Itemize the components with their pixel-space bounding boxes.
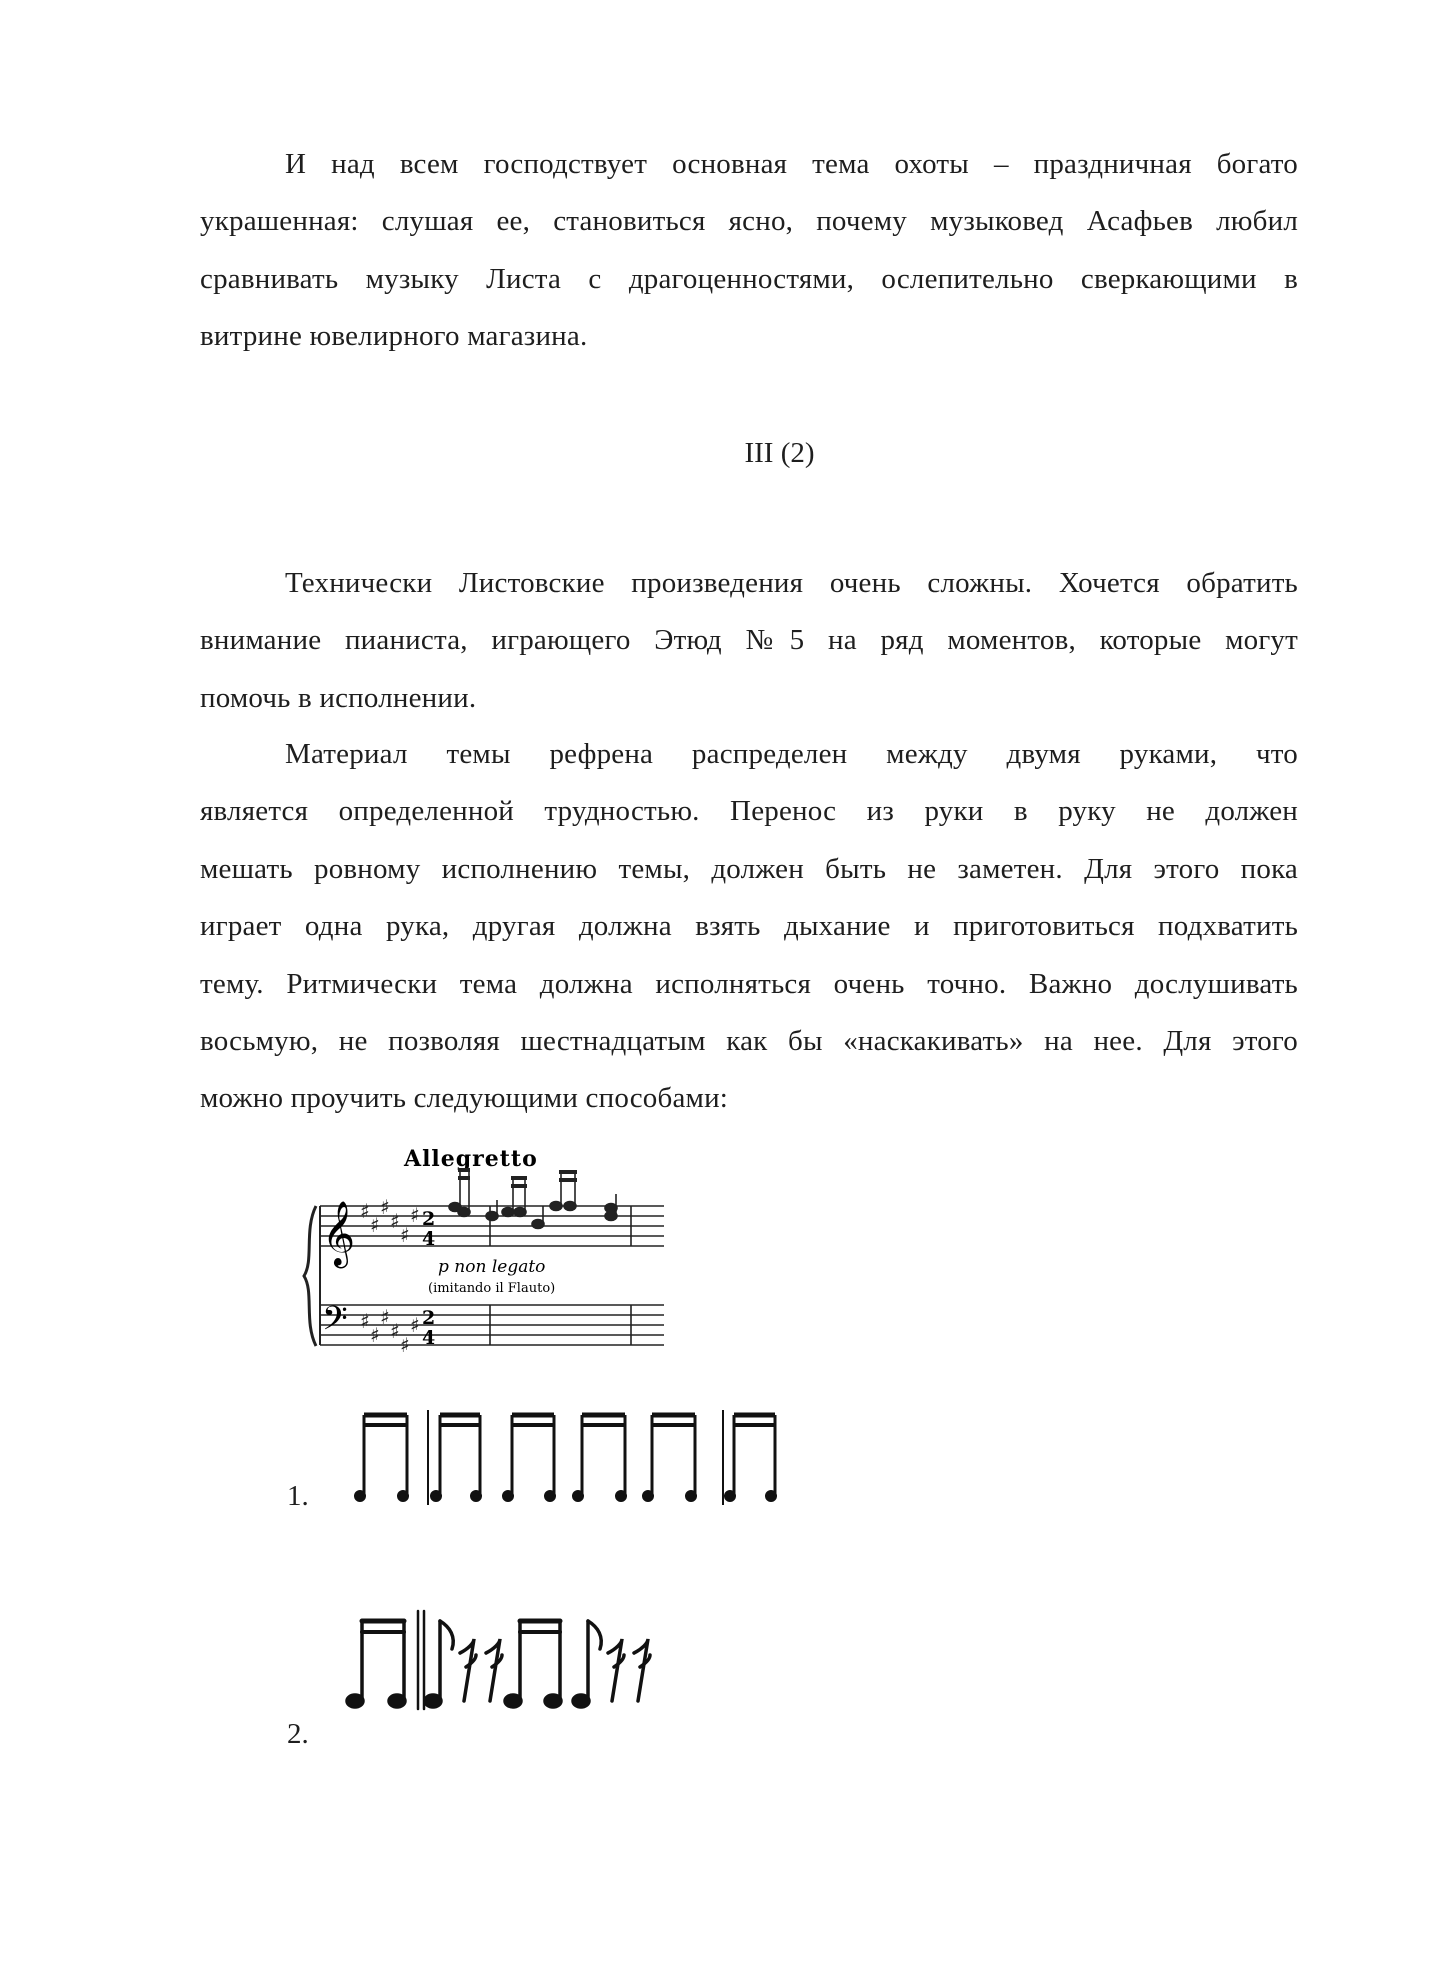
svg-text:2: 2 (422, 1208, 436, 1230)
paragraph-2-line: помочь в исполнении. (200, 681, 477, 714)
note-pair (726, 1415, 776, 1501)
note-pair (432, 1415, 481, 1501)
paragraph-1-line: сравнивать музыку Листа с драгоценностями, ослепительно сверкающими в (200, 262, 1298, 295)
time-signature-bass (422, 1307, 435, 1349)
svg-text:♯: ♯ (360, 1199, 370, 1223)
paragraph-3-line: восьмую, не позволяя шестнадцатым как бы «наскакивать» на нее. Для этого (200, 1025, 1298, 1058)
svg-text:♯: ♯ (380, 1305, 390, 1329)
note-pair (574, 1415, 626, 1501)
paragraph-1-line: И над всем господствует основная тема охоты – праздничная богато (285, 148, 1298, 180)
note-pair (505, 1621, 561, 1707)
score-notes (449, 1170, 617, 1229)
svg-text:♯: ♯ (400, 1223, 410, 1247)
paragraph-1-line: украшенная: слушая ее, становиться ясно, почему музыковед Асафьев любил (200, 205, 1298, 238)
eighth-note (425, 1621, 453, 1707)
svg-text:♯: ♯ (390, 1319, 400, 1343)
dynamic-marking: p non legato (438, 1257, 546, 1277)
note-pair (504, 1415, 555, 1501)
score-excerpt (298, 1140, 678, 1370)
rhythm-example-1-label: 1. (287, 1480, 309, 1512)
rhythm-example-2 (340, 1605, 700, 1715)
performance-instruction: (imitando il Flauto) (428, 1281, 556, 1296)
rhythm-example-2-label: 2. (287, 1718, 309, 1750)
svg-text:♯: ♯ (390, 1209, 400, 1233)
note-pair (356, 1415, 408, 1501)
svg-text:4: 4 (422, 1327, 436, 1349)
sixteenth-rest (486, 1639, 502, 1701)
paragraph-1-line: витрине ювелирного магазина. (200, 320, 588, 353)
svg-text:♯: ♯ (410, 1203, 420, 1227)
sixteenth-rest (608, 1639, 624, 1701)
sixteenth-rest (460, 1639, 476, 1701)
svg-text:4: 4 (422, 1228, 436, 1250)
paragraph-2 (200, 555, 1298, 727)
rhythm-example-1 (350, 1405, 790, 1515)
treble-clef-icon: 𝄞 (322, 1201, 356, 1266)
paragraph-1 (200, 136, 1298, 366)
note-pair (644, 1415, 696, 1501)
paragraph-3-line: Материал темы рефрена распределен между двумя руками, что (285, 738, 1298, 770)
bass-clef-icon: 𝄢 (322, 1300, 348, 1346)
svg-text:♯: ♯ (400, 1333, 410, 1357)
paragraph-3-line: можно проучить следующими способами: (200, 1082, 729, 1115)
paragraph-3-line: играет одна рука, другая должна взять дыхание и приготовиться подхватить (200, 910, 1298, 943)
svg-text:♯: ♯ (370, 1213, 380, 1237)
key-signature-bass (360, 1305, 420, 1357)
svg-text:♯: ♯ (410, 1313, 420, 1337)
paragraph-3-line: является определенной трудностью. Перенос из руки в руку не должен (200, 795, 1298, 828)
paragraph-2-line: внимание пианиста, играющего Этюд №5 на ряд моментов, которые могут (200, 624, 1298, 657)
svg-text:♯: ♯ (370, 1323, 380, 1347)
svg-text:2: 2 (422, 1307, 436, 1329)
sixteenth-rest (634, 1639, 650, 1701)
svg-text:♯: ♯ (380, 1195, 390, 1219)
key-signature-treble (360, 1195, 420, 1247)
tempo-marking: Allegretto (404, 1146, 538, 1172)
svg-text:♯: ♯ (360, 1309, 370, 1333)
paragraph-3 (200, 726, 1298, 1128)
section-heading: III (2) (744, 437, 815, 469)
eighth-note (573, 1621, 601, 1707)
paragraph-3-line: тему. Ритмически тема должна исполняться очень точно. Важно дослушивать (200, 967, 1298, 1000)
time-signature-treble (422, 1208, 435, 1250)
paragraph-3-line: мешать ровному исполнению темы, должен быть не заметен. Для этого пока (200, 852, 1298, 885)
grand-staff-brace (304, 1206, 316, 1346)
note-pair (347, 1621, 405, 1707)
paragraph-2-line: Технически Листовские произведения очень сложны. Хочется обратить (285, 567, 1298, 599)
